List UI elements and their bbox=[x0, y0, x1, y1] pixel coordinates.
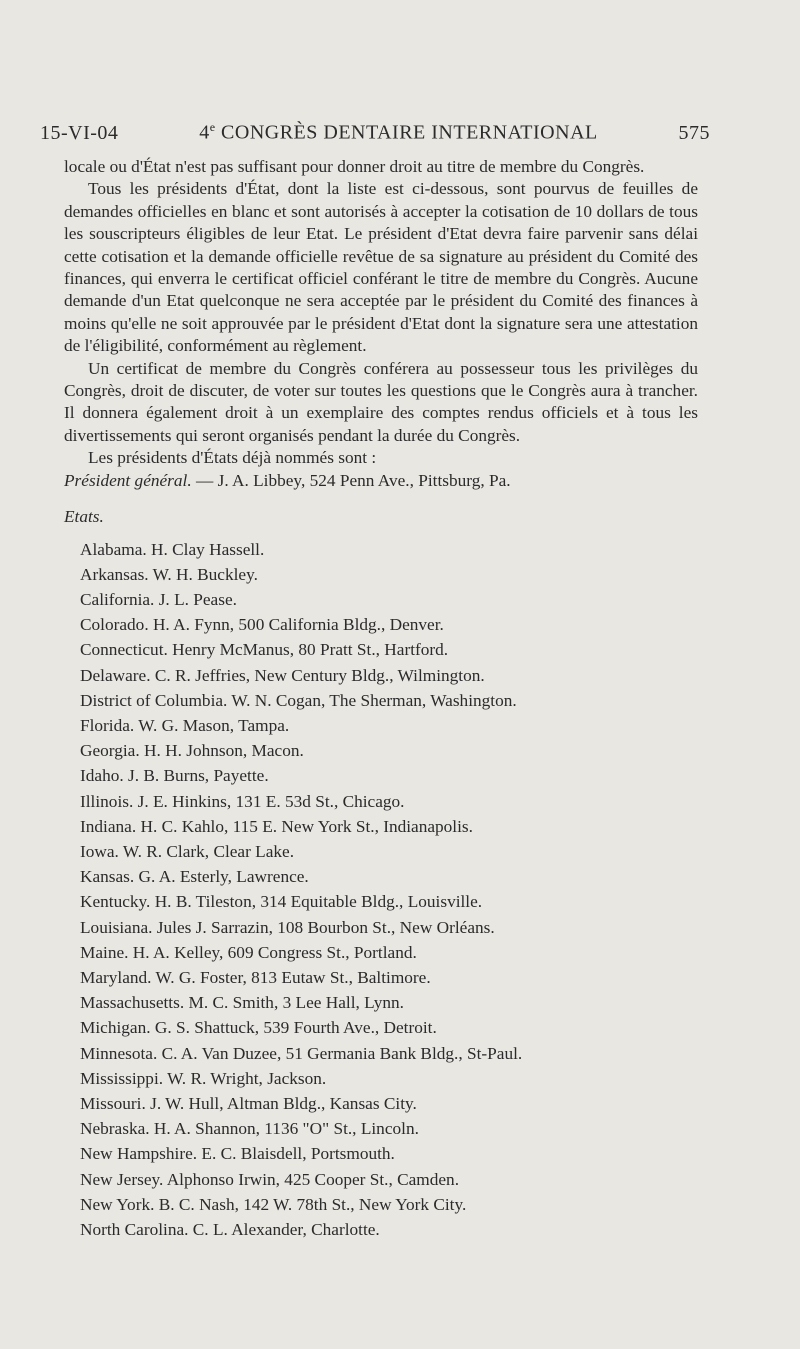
state-entry: District of Columbia. W. N. Cogan, The Sherman, Washington. bbox=[80, 690, 517, 710]
state-entry: Maine. H. A. Kelley, 609 Congress St., Portland. bbox=[80, 942, 417, 962]
state-entry: Maryland. W. G. Foster, 813 Eutaw St., Baltimore. bbox=[80, 967, 431, 987]
state-entry: Kentucky. H. B. Tileston, 314 Equitable Bldg., Louisville. bbox=[80, 892, 483, 912]
state-entry: Minnesota. C. A. Van Duzee, 51 Germania Bank Bldg., St-Paul. bbox=[80, 1043, 523, 1063]
state-entry: Florida. W. G. Mason, Tampa. bbox=[80, 715, 290, 735]
state-entry: North Carolina. C. L. Alexander, Charlotte. bbox=[80, 1219, 380, 1239]
congress-number: 4 bbox=[199, 121, 210, 144]
president-general-line bbox=[64, 470, 698, 492]
state-entry: Missouri. J. W. Hull, Altman Bldg., Kansas City. bbox=[80, 1093, 417, 1113]
paragraph-continuation: locale ou d'État n'est pas suffisant pour donner droit au titre de membre du Congrès. bbox=[64, 157, 645, 176]
state-entry: Michigan. G. S. Shattuck, 539 Fourth Ave., Detroit. bbox=[80, 1018, 437, 1038]
state-entry: Georgia. H. H. Johnson, Macon. bbox=[80, 741, 304, 761]
president-label: Président général. bbox=[64, 470, 192, 490]
state-entry: Mississippi. W. R. Wright, Jackson. bbox=[80, 1068, 327, 1088]
header-date: 15-VI-04 bbox=[40, 121, 119, 144]
state-entry: Illinois. J. E. Hinkins, 131 E. 53d St., Chicago. bbox=[80, 791, 405, 811]
header-title bbox=[199, 120, 598, 145]
state-entry: New Jersey. Alphonso Irwin, 425 Cooper St., Camden. bbox=[80, 1169, 460, 1189]
state-entry: Indiana. H. C. Kahlo, 115 E. New York St., Indianapolis. bbox=[80, 816, 473, 836]
state-entry: Connecticut. Henry McManus, 80 Pratt St., Hartford. bbox=[80, 640, 449, 660]
state-entry: New York. B. C. Nash, 142 W. 78th St., New York City. bbox=[80, 1194, 467, 1214]
state-entry: Colorado. H. A. Fynn, 500 California Bldg., Denver. bbox=[80, 615, 444, 635]
page-number: 575 bbox=[678, 121, 710, 144]
section-title: Etats. bbox=[64, 507, 104, 527]
congress-title: CONGRÈS DENTAIRE INTERNATIONAL bbox=[221, 121, 598, 144]
president-text: — J. A. Libbey, 524 Penn Ave., Pittsburg, Pa. bbox=[191, 470, 511, 490]
paragraph-presidents: Tous les présidents d'État, dont la liste est ci-dessous, sont pourvus de feuilles de demandes officielles en blanc et sont autorisés à accepter la cotisation de 10 dollars de tous les souscripteurs éligibles de leur Etat. Le président d'Etat devra faire parvenir sans délai cette cotisation et la demande officielle revêtue de sa signature au président du Comité des finances, qui enverra le certificat officiel conférant le titre de membre du Congrès. Aucune demande d'un Etat quelconque ne sera acceptée par le président du Comité des finances à moins qu'elle ne soit approuvée par le président d'Etat dont la signature sera une attestation de l'éligibilité, conformément au règlement. bbox=[64, 179, 698, 356]
state-entry: Idaho. J. B. Burns, Payette. bbox=[80, 766, 269, 786]
state-entry: California. J. L. Pease. bbox=[80, 589, 237, 609]
state-entry: Iowa. W. R. Clark, Clear Lake. bbox=[80, 841, 295, 861]
congress-number-suffix: e bbox=[209, 120, 216, 134]
state-entry: Louisiana. Jules J. Sarrazin, 108 Bourbon St., New Orléans. bbox=[80, 917, 495, 937]
state-entry: Delaware. C. R. Jeffries, New Century Bldg., Wilmington. bbox=[80, 665, 485, 685]
running-header bbox=[40, 120, 710, 145]
paragraph-certificate: Un certificat de membre du Congrès conférera au possesseur tous les privilèges du Congrès, droit de discuter, de voter sur toutes les questions que le Congrès aura à trancher. Il donnera également droit à un exemplaire des comptes rendus officiels et à tous les divertissements qui seront organisés pendant la durée du Congrès. bbox=[64, 358, 698, 445]
state-entry: Nebraska. H. A. Shannon, 1136 "O" St., Lincoln. bbox=[80, 1119, 419, 1139]
state-entry: New Hampshire. E. C. Blaisdell, Portsmouth. bbox=[80, 1144, 395, 1164]
paragraph-intro-list: Les présidents d'États déjà nommés sont : bbox=[88, 448, 377, 468]
states-list bbox=[64, 537, 698, 1243]
state-entry: Alabama. H. Clay Hassell. bbox=[80, 539, 265, 559]
state-entry: Arkansas. W. H. Buckley. bbox=[80, 564, 258, 584]
state-entry: Kansas. G. A. Esterly, Lawrence. bbox=[80, 867, 309, 887]
state-entry: Massachusetts. M. C. Smith, 3 Lee Hall, Lynn. bbox=[80, 993, 404, 1013]
page-body bbox=[64, 156, 698, 1242]
